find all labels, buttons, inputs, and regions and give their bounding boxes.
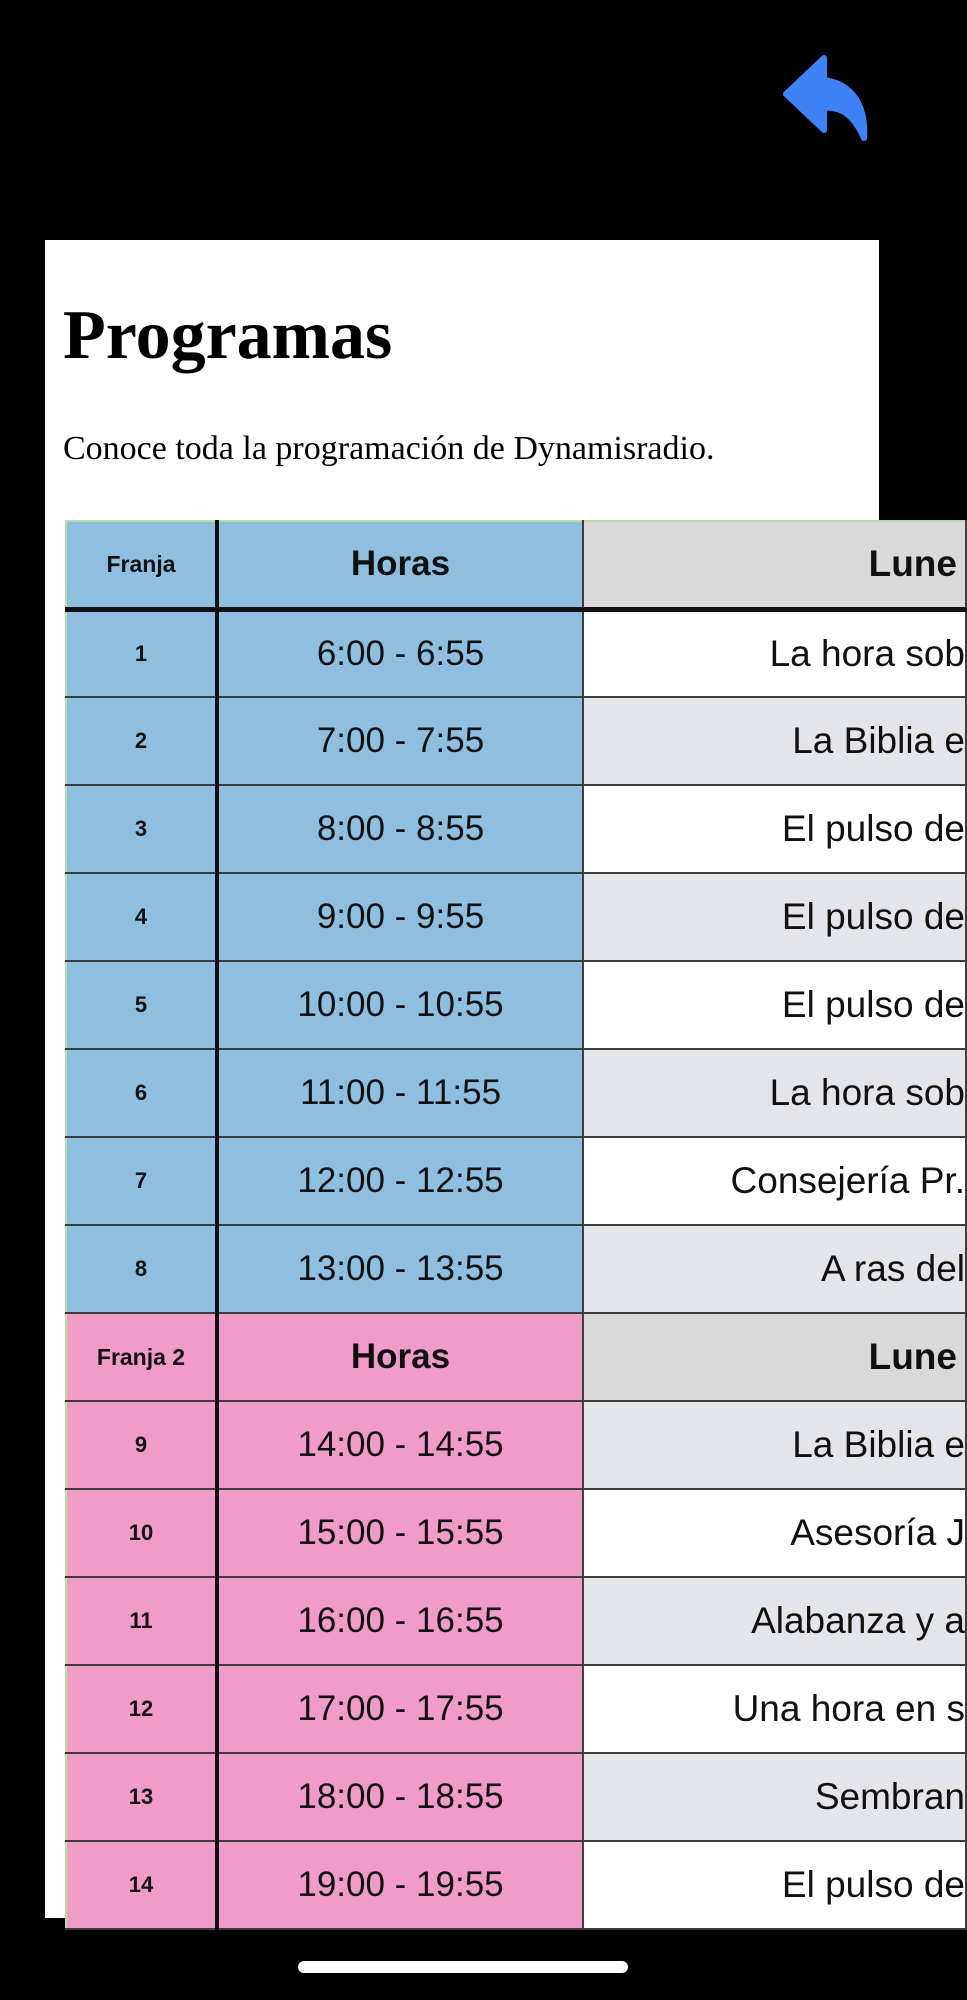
header-horas: Horas (217, 1313, 583, 1401)
time-range: 10:00 - 10:55 (217, 961, 583, 1049)
program-name: Sembran (583, 1753, 966, 1841)
franja-number: 12 (66, 1665, 217, 1753)
table-header-row (66, 1313, 966, 1401)
franja-number: 7 (66, 1137, 217, 1225)
home-indicator[interactable] (298, 1961, 628, 1973)
table-row (66, 961, 966, 1049)
program-name: El pulso de (583, 1841, 966, 1929)
franja-number: 11 (66, 1577, 217, 1665)
table-row (66, 1841, 966, 1929)
page-title: Programas (63, 297, 393, 374)
table-row (66, 873, 966, 961)
header-franja: Franja (66, 521, 217, 609)
web-content (45, 240, 965, 1918)
program-name: El pulso de (583, 785, 966, 873)
table-row (66, 1489, 966, 1577)
table-row (66, 697, 966, 785)
program-name: La hora sob (583, 1049, 966, 1137)
page-intro: Conoce toda la programación de Dynamisradio. (63, 430, 715, 467)
franja-number: 1 (66, 609, 217, 697)
program-name: La hora sob (583, 609, 966, 697)
franja-number: 2 (66, 697, 217, 785)
header-lunes: Lune (583, 1313, 966, 1401)
program-name: La Biblia e (583, 697, 966, 785)
time-range: 19:00 - 19:55 (217, 1841, 583, 1929)
time-range: 12:00 - 12:55 (217, 1137, 583, 1225)
table-row (66, 1225, 966, 1313)
time-range: 6:00 - 6:55 (217, 609, 583, 697)
franja-number: 13 (66, 1753, 217, 1841)
header-lunes: Lune (583, 521, 966, 609)
time-range: 14:00 - 14:55 (217, 1401, 583, 1489)
program-name: Consejería Pr. (583, 1137, 966, 1225)
franja-number: 3 (66, 785, 217, 873)
franja-number: 14 (66, 1841, 217, 1929)
table-row (66, 1577, 966, 1665)
table-row (66, 785, 966, 873)
table-row (66, 1665, 966, 1753)
franja-number: 5 (66, 961, 217, 1049)
time-range: 9:00 - 9:55 (217, 873, 583, 961)
back-button[interactable] (780, 50, 876, 146)
franja-number: 10 (66, 1489, 217, 1577)
table-row (66, 1049, 966, 1137)
time-range: 8:00 - 8:55 (217, 785, 583, 873)
franja-number: 4 (66, 873, 217, 961)
franja-number: 6 (66, 1049, 217, 1137)
program-name: El pulso de (583, 961, 966, 1049)
franja-number: 8 (66, 1225, 217, 1313)
time-range: 15:00 - 15:55 (217, 1489, 583, 1577)
time-range: 17:00 - 17:55 (217, 1665, 583, 1753)
program-name: Una hora en s (583, 1665, 966, 1753)
header-franja: Franja 2 (66, 1313, 217, 1401)
time-range: 11:00 - 11:55 (217, 1049, 583, 1137)
program-name: El pulso de (583, 873, 966, 961)
table-row (66, 1137, 966, 1225)
program-name: La Biblia e (583, 1401, 966, 1489)
time-range: 13:00 - 13:55 (217, 1225, 583, 1313)
program-name: A ras del (583, 1225, 966, 1313)
program-name: Asesoría J (583, 1489, 966, 1577)
table-row (66, 1401, 966, 1489)
table-row (66, 1753, 966, 1841)
time-range: 16:00 - 16:55 (217, 1577, 583, 1665)
header-horas: Horas (217, 521, 583, 609)
time-range: 18:00 - 18:55 (217, 1753, 583, 1841)
table-row (66, 609, 966, 697)
reply-arrow-icon (780, 50, 876, 146)
table-header-row (66, 521, 966, 609)
time-range: 7:00 - 7:55 (217, 697, 583, 785)
schedule-table (65, 520, 967, 1930)
program-name: Alabanza y a (583, 1577, 966, 1665)
franja-number: 9 (66, 1401, 217, 1489)
